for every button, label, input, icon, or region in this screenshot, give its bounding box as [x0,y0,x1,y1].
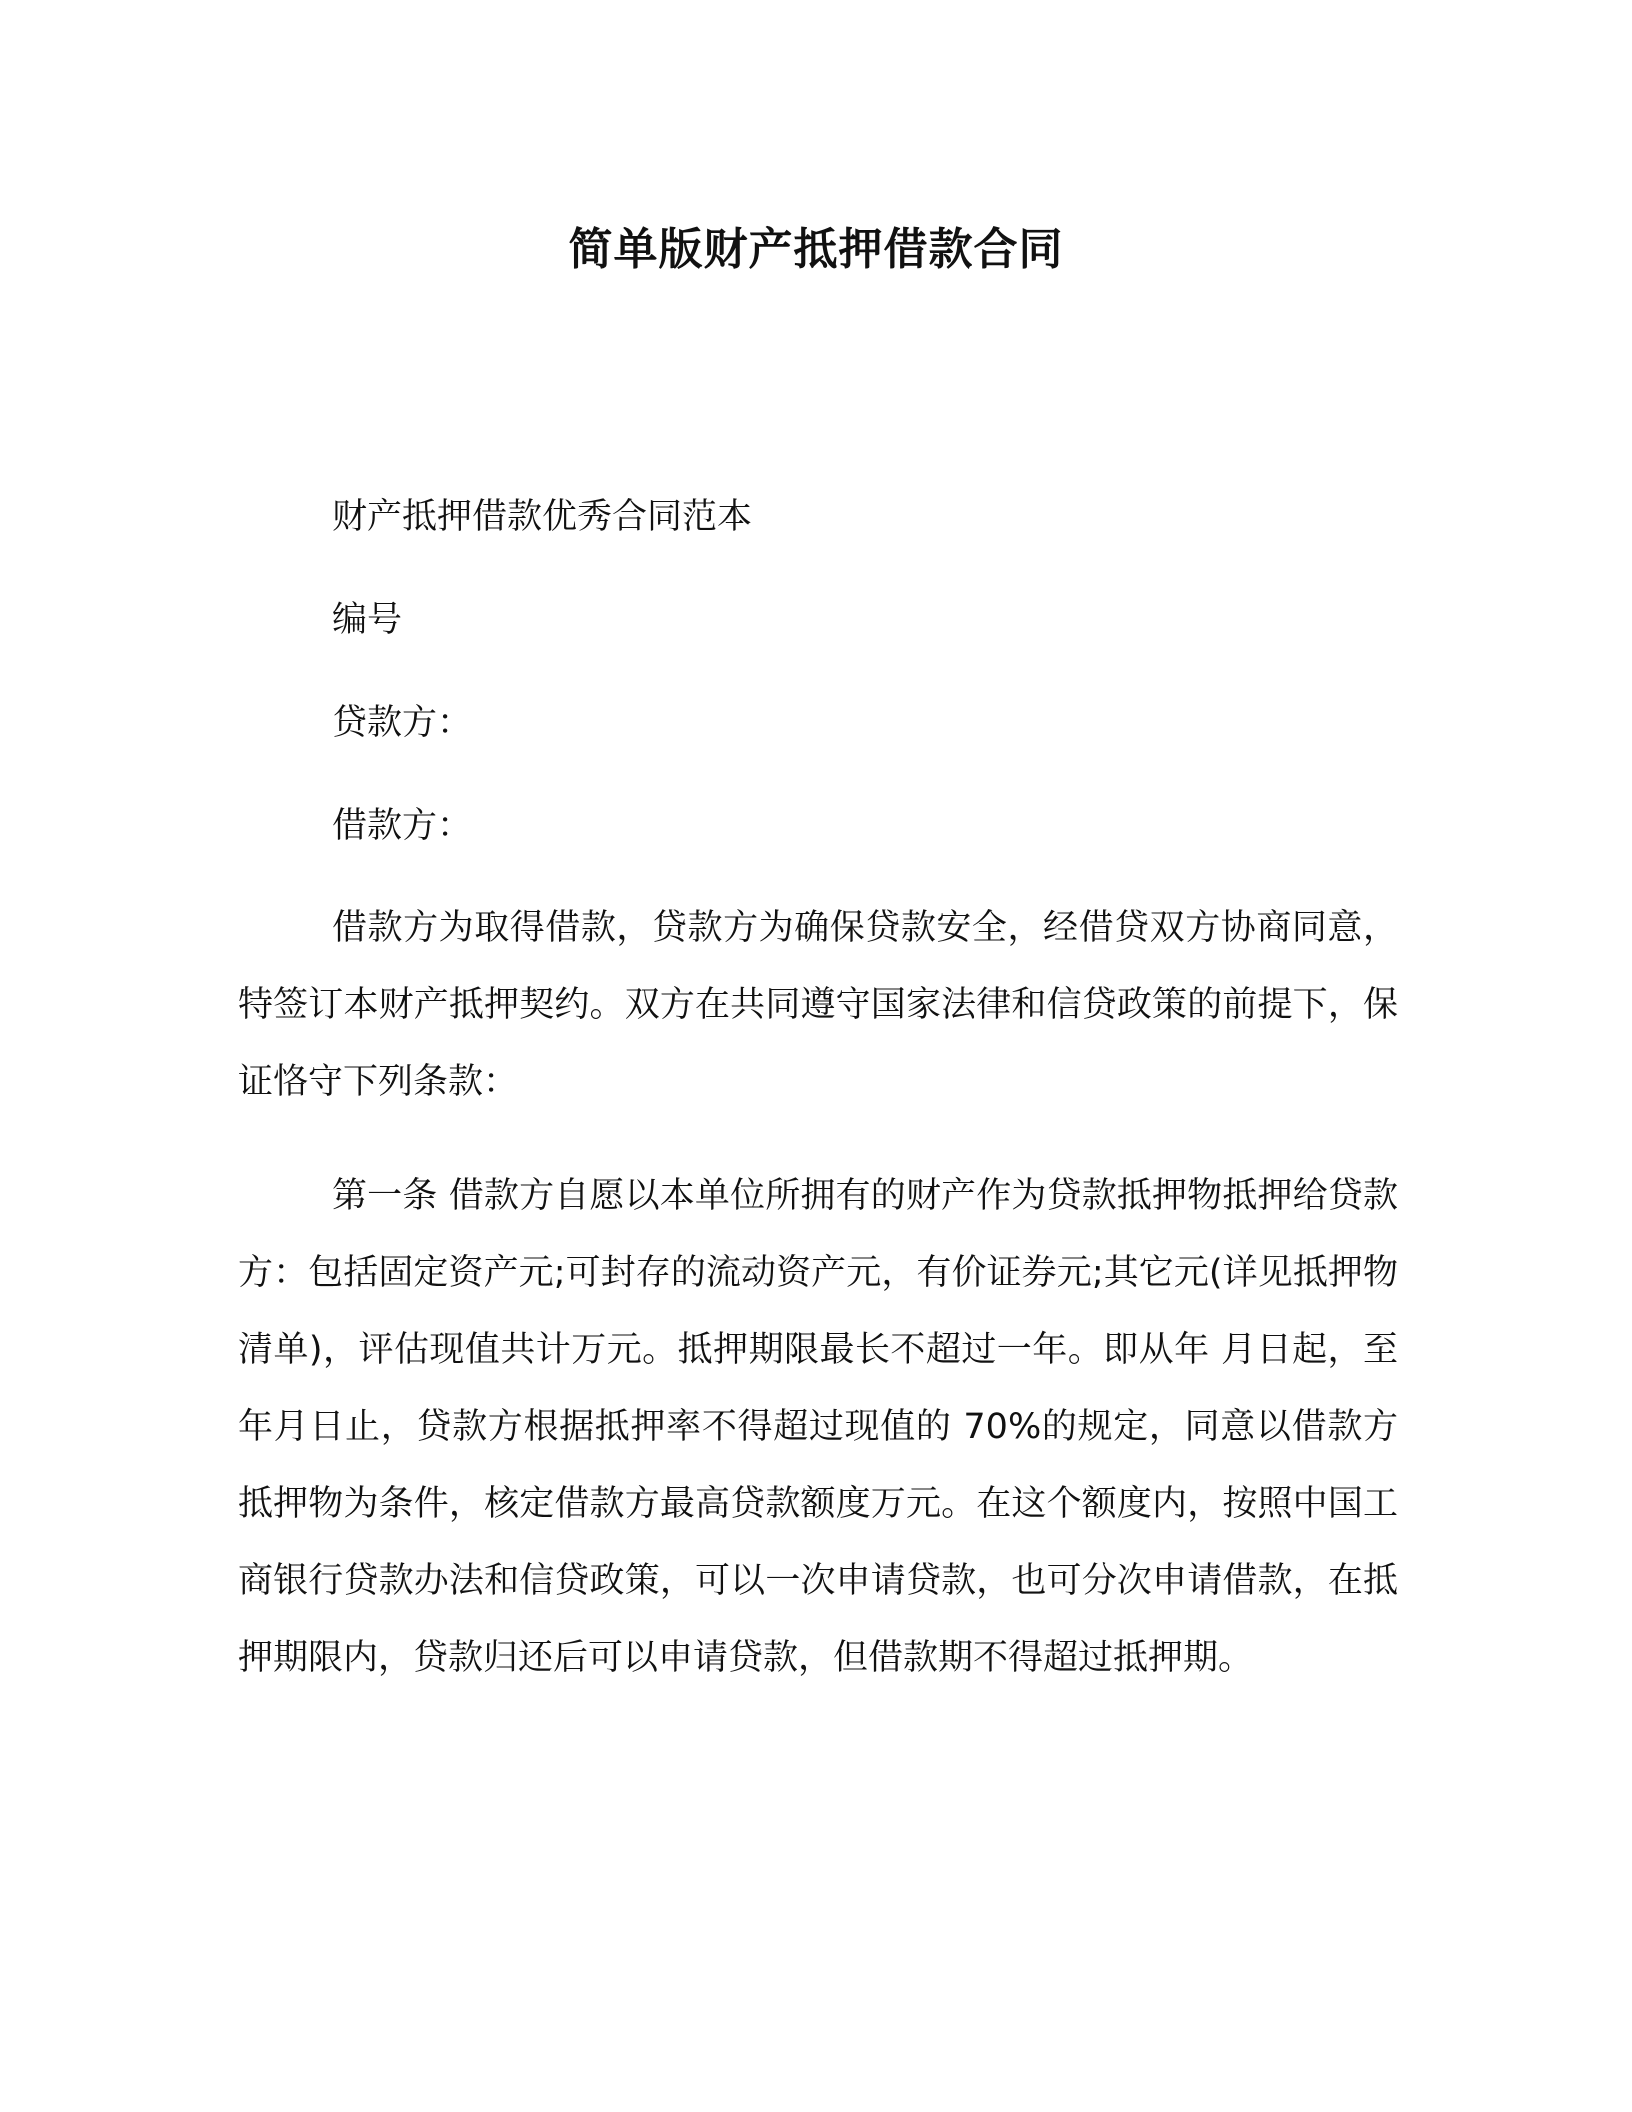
document-title: 简单版财产抵押借款合同 [568,224,1064,275]
article-one-paragraph: 第一条 借款方自愿以本单位所拥有的财产作为贷款抵押物抵押给贷款方：包括固定资产元;可封存的流动资产元，有价证券元;其它元(详见抵押物清单)，评估现值共计万元。抵押期限最长不超过一年。即从年 月日起，至年月日止，贷款方根据抵押率不得超过现值的 70%的规定，同意以借款方抵押物为条件，核定借款方最高贷款额度万元。在这个额度内，按照中国工商银行贷款办法和信贷政策，可以一次申请贷款，也可分次申请借款，在抵押期限内，贷款归还后可以申请贷款，但借款期不得超过抵押期。 [238,1176,1398,1678]
number-label: 编号 [332,600,403,640]
borrower-label: 借款方： [332,806,473,846]
lender-label: 贷款方： [332,703,473,743]
document-subtitle: 财产抵押借款优秀合同范本 [332,497,753,537]
intro-paragraph: 借款方为取得借款，贷款方为确保贷款安全，经借贷双方协商同意，特签订本财产抵押契约。双方在共同遵守国家法律和信贷政策的前提下，保证恪守下列条款： [238,908,1398,1102]
